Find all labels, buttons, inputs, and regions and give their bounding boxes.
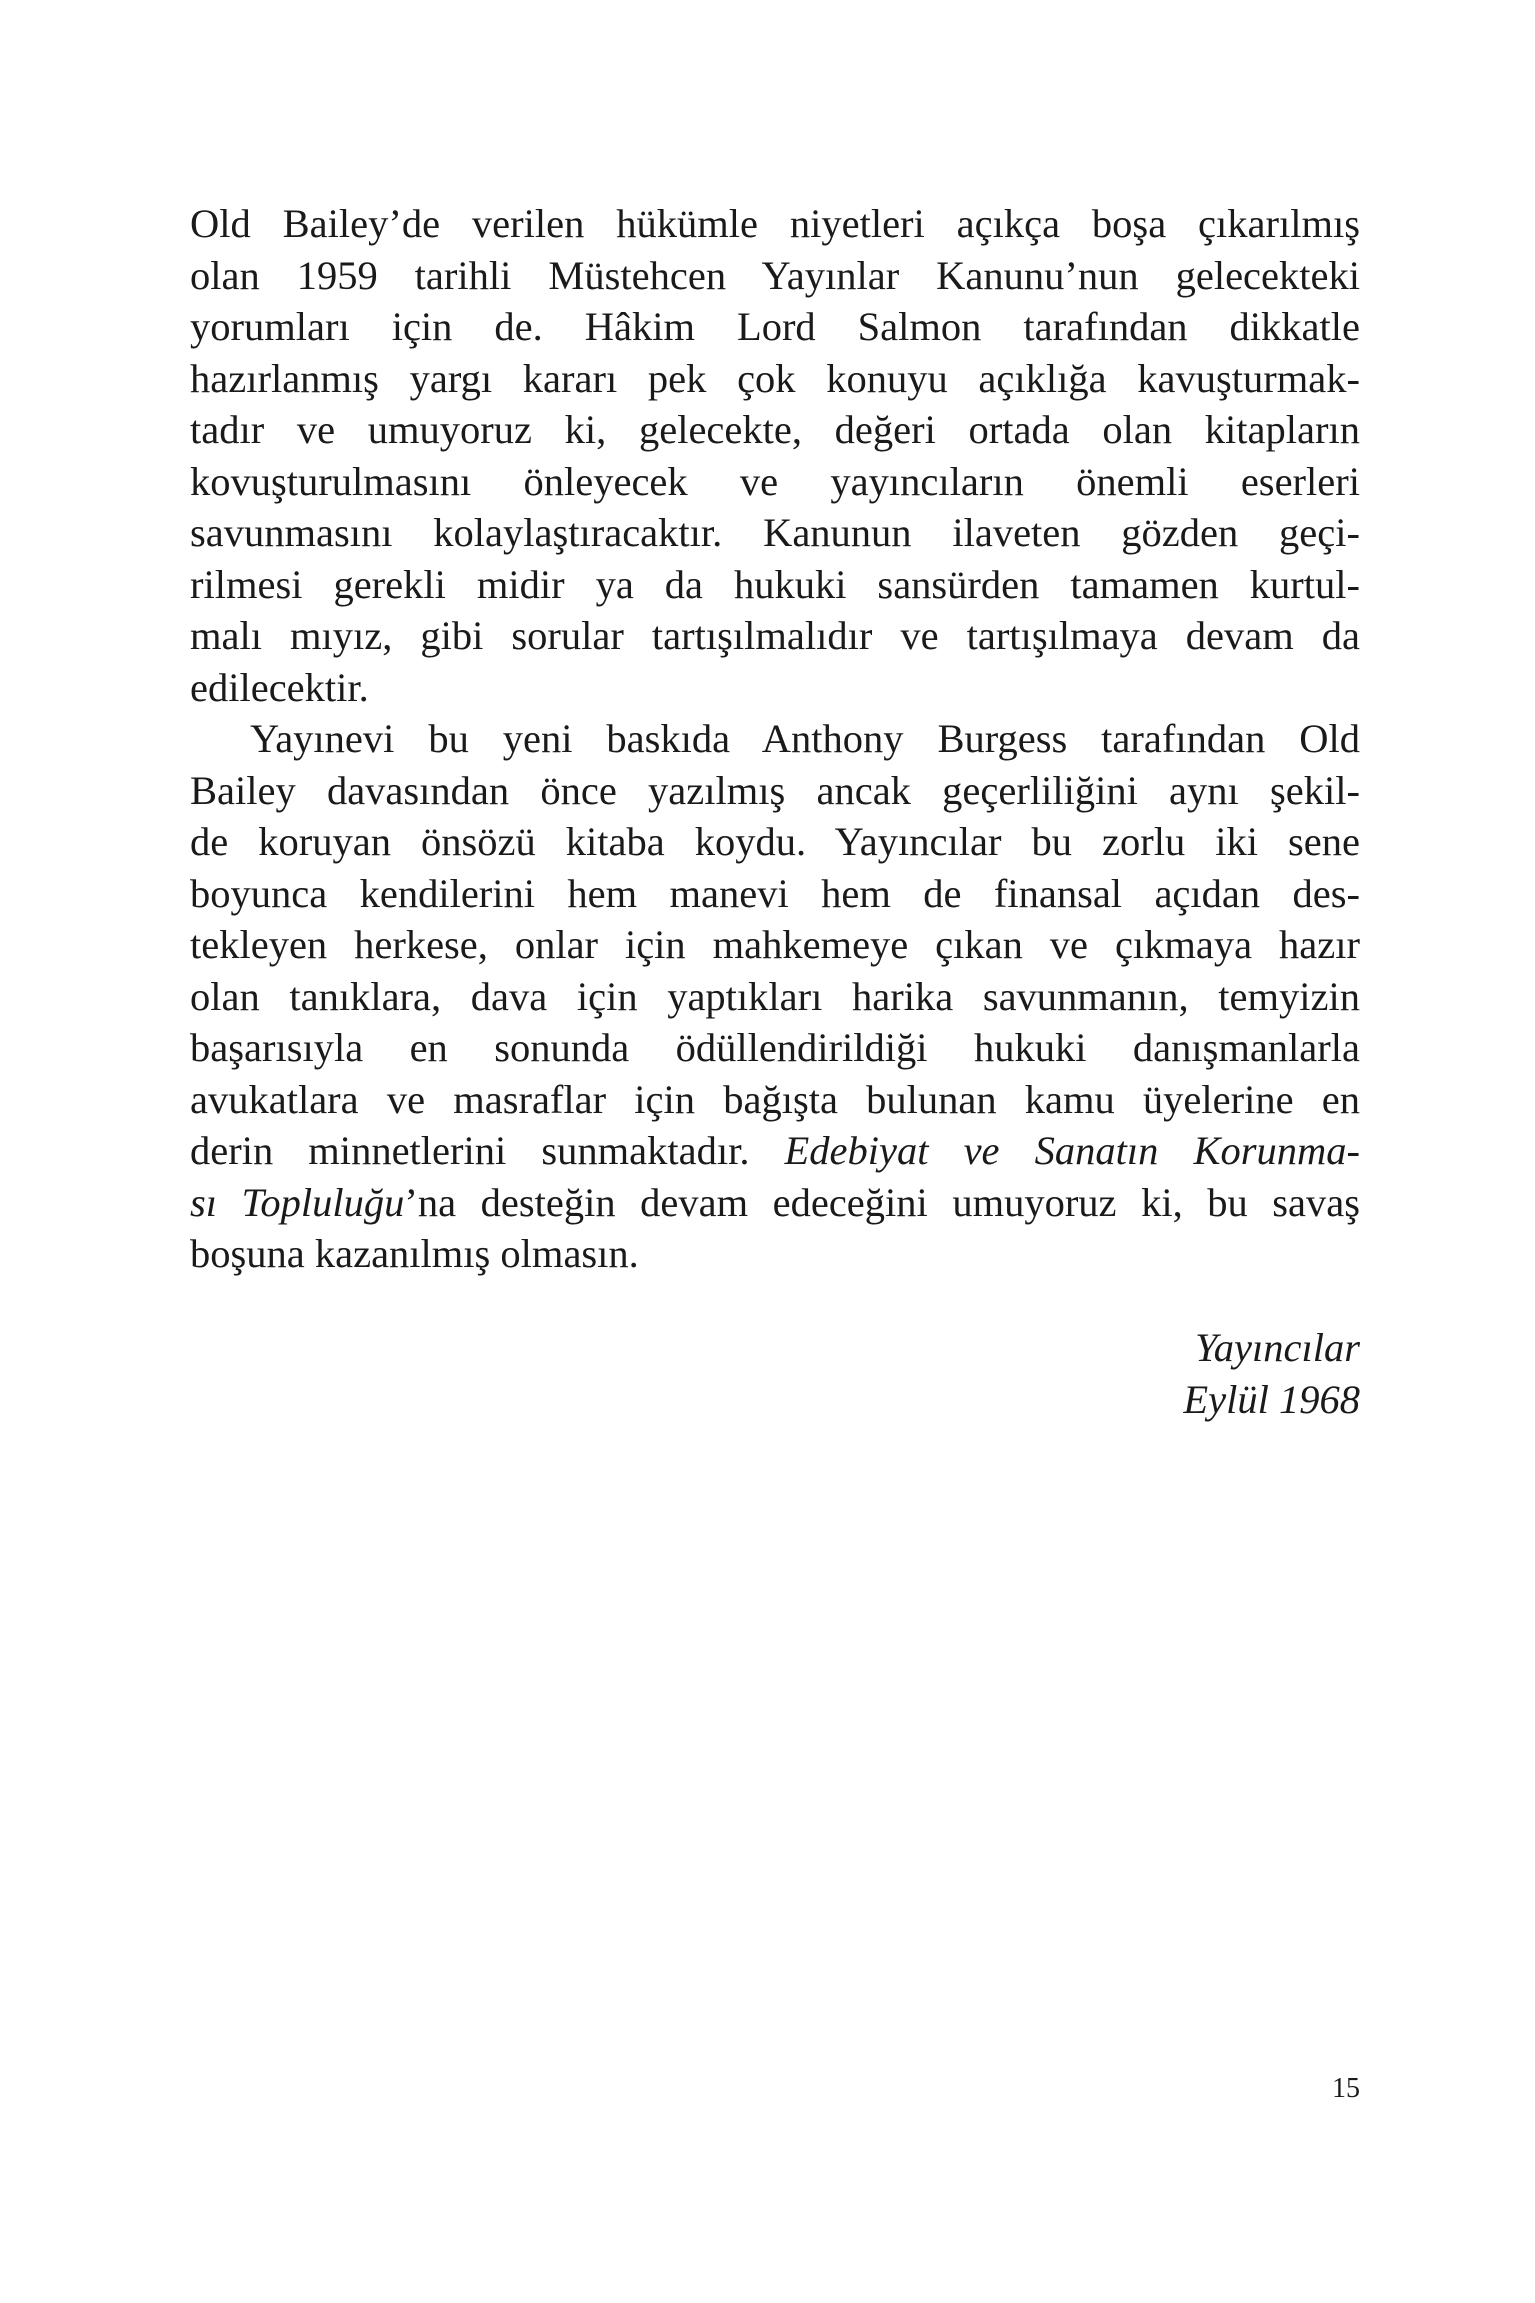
paragraph-1 [190, 198, 1360, 713]
text-line: olan 1959 tarihli Müstehcen Yayınlar Kanunu’nun gelecekteki [190, 252, 1360, 298]
text-line: edilecektir. [190, 664, 369, 710]
italic-title-part: sı Topluluğu [190, 1179, 405, 1225]
text-segment: derin minnetlerini sunmaktadır. [190, 1128, 785, 1173]
text-line: de koruyan önsözü kitaba koydu. Yayıncılar bu zorlu iki sene [190, 819, 1360, 864]
signature-date: Eylül 1968 [1183, 1377, 1360, 1422]
text-line: olan tanıklara, dava için yaptıkları harika savunmanın, temyizin [190, 973, 1360, 1019]
text-line: kovuşturulmasını önleyecek ve yayıncıların önemli eserleri [190, 458, 1360, 504]
signature-name: Yayıncılar [1194, 1325, 1360, 1370]
text-line: Old Bailey’de verilen hükümle niyetleri açıkça boşa çıkarılmış [190, 201, 1360, 246]
text-line: tadır ve umuyoruz ki, gelecekte, değeri ortada olan kitapların [190, 407, 1360, 452]
text-line: tekleyen herkese, onlar için mahkemeye çıkan ve çıkmaya hazır [190, 922, 1360, 967]
text-line: rilmesi gerekli midir ya da hukuki sansürden tamamen kurtul- [190, 561, 1360, 607]
text-line: Bailey davasından önce yazılmış ancak geçerliliğini aynı şekil- [190, 767, 1360, 813]
italic-title-part: Edebiyat ve Sanatın Korunma- [784, 1128, 1360, 1173]
text-line: boyunca kendilerini hem manevi hem de finansal açıdan des- [190, 870, 1360, 916]
paragraph-2 [190, 713, 1360, 1280]
text-line: boşuna kazanılmış olmasın. [190, 1231, 639, 1276]
text-line: Yayınevi bu yeni baskıda Anthony Burgess tarafından Old [250, 716, 1360, 761]
body-text [190, 198, 1360, 1280]
text-line: başarısıyla en sonunda ödüllendirildiği hukuki danışmanlarla [190, 1025, 1360, 1070]
text-line: savunmasını kolaylaştıracaktır. Kanunun ilaveten gözden geçi- [190, 510, 1360, 555]
text-line: hazırlanmış yargı kararı pek çok konuyu açıklığa kavuşturmak- [190, 355, 1360, 401]
text-line: yorumları için de. Hâkim Lord Salmon tarafından dikkatle [190, 304, 1360, 349]
text-line: avukatlara ve masraflar için bağışta bulunan kamu üyelerine en [190, 1076, 1360, 1122]
signature [1183, 1322, 1360, 1426]
text-line [190, 1125, 1360, 1177]
text-line [190, 1177, 1360, 1229]
text-line: malı mıyız, gibi sorular tartışılmalıdır ve tartışılmaya devam da [190, 613, 1360, 658]
text-segment: ’na desteğin devam edeceğini umuyoruz ki, bu savaş [404, 1179, 1361, 1225]
page-number: 15 [1332, 2073, 1360, 2104]
